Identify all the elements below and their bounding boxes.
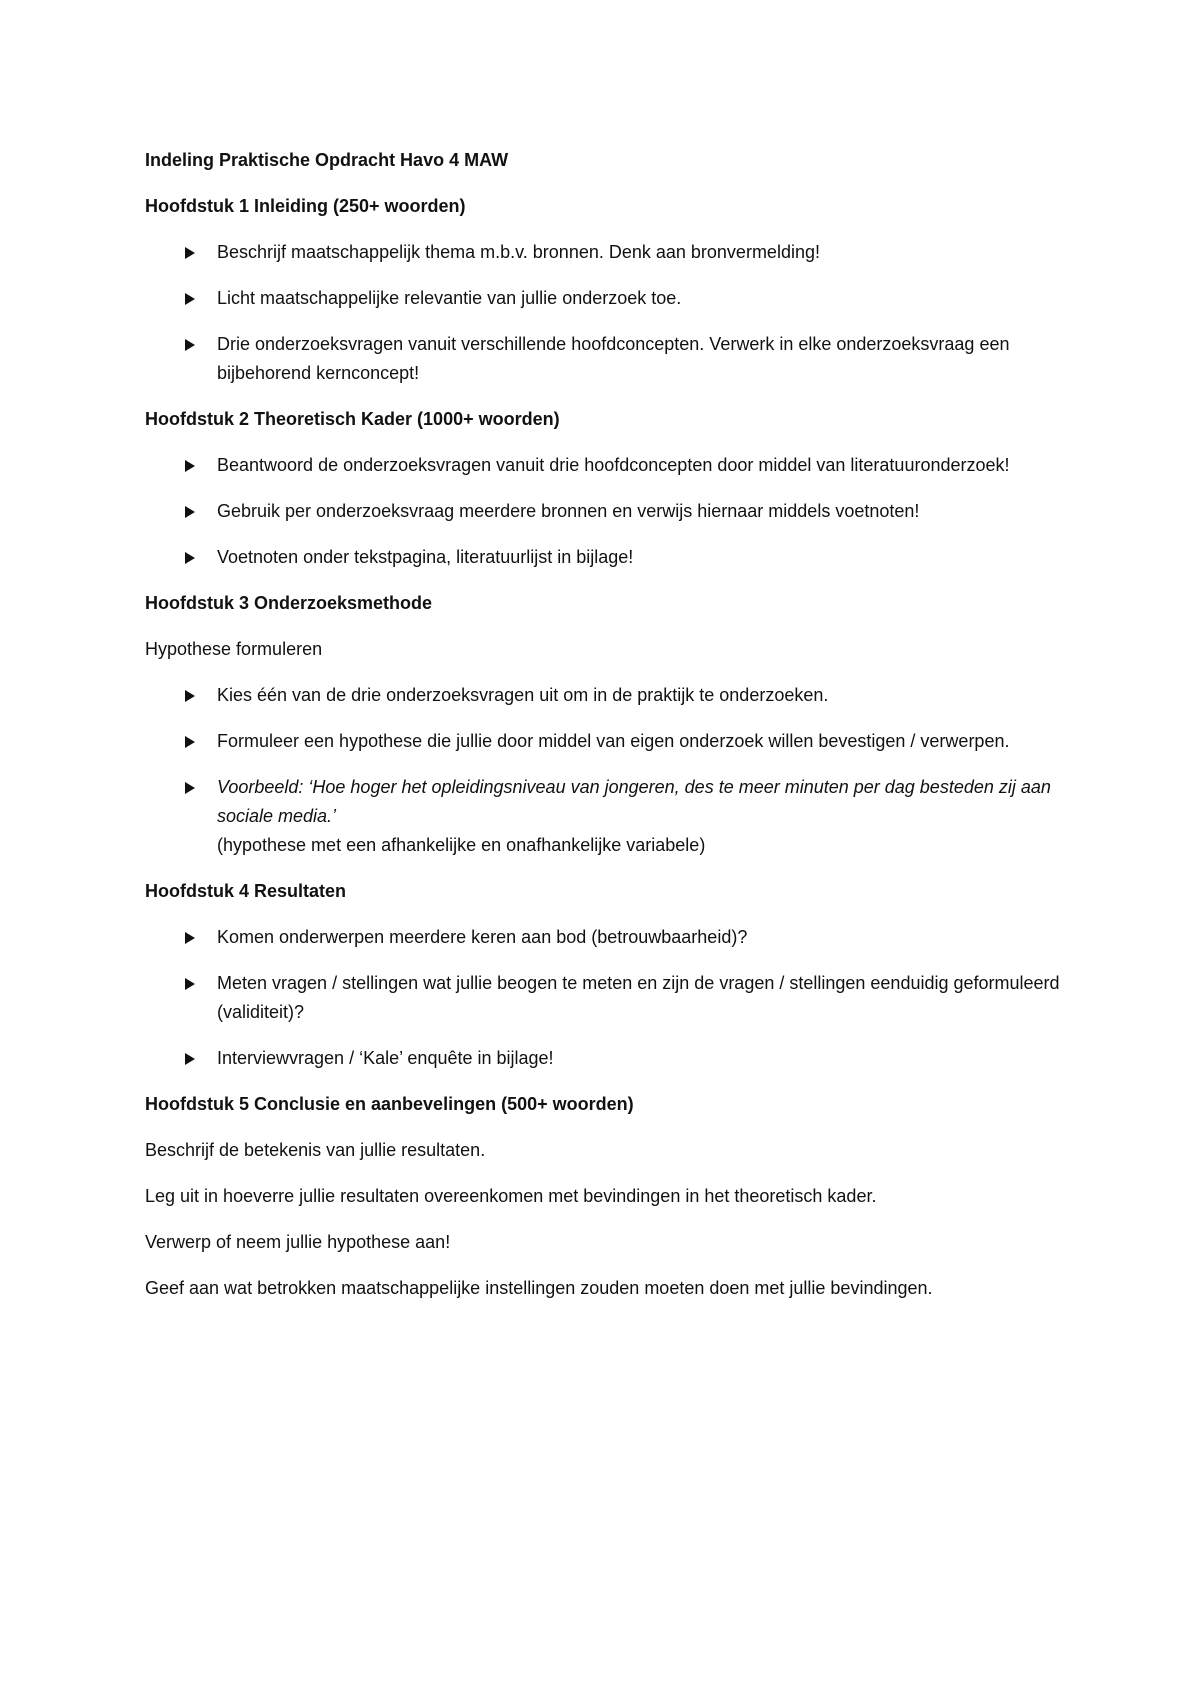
list-item — [145, 1044, 1080, 1073]
chapter-2-list — [145, 451, 1080, 572]
list-item-text: Licht maatschappelijke relevantie van jullie onderzoek toe. — [217, 288, 682, 308]
list-item — [145, 681, 1080, 710]
bullet-arrow-icon — [185, 782, 195, 794]
bullet-arrow-icon — [185, 978, 195, 990]
bullet-arrow-icon — [185, 506, 195, 518]
list-item — [145, 727, 1080, 756]
chapter-5-paragraph: Verwerp of neem jullie hypothese aan! — [145, 1232, 451, 1252]
list-item-text: Voetnoten onder tekstpagina, literatuurlijst in bijlage! — [217, 547, 634, 567]
chapter-1-list — [145, 238, 1080, 388]
example-note-text: (hypothese met een afhankelijke en onafhankelijke variabele) — [217, 835, 706, 855]
list-item-text: Beantwoord de onderzoeksvragen vanuit drie hoofdconcepten door middel van literatuuronderzoek! — [217, 455, 1010, 475]
list-item-text: Gebruik per onderzoeksvraag meerdere bronnen en verwijs hiernaar middels voetnoten! — [217, 501, 920, 521]
list-item — [145, 543, 1080, 572]
chapter-4-list — [145, 923, 1080, 1073]
list-item — [145, 284, 1080, 313]
list-item — [145, 238, 1080, 267]
chapter-3-heading: Hoofdstuk 3 Onderzoeksmethode — [145, 593, 433, 613]
list-item-text: Beschrijf maatschappelijk thema m.b.v. bronnen. Denk aan bronvermelding! — [217, 242, 820, 262]
list-item-text: Kies één van de drie onderzoeksvragen uit om in de praktijk te onderzoeken. — [217, 685, 829, 705]
chapter-4-heading: Hoofdstuk 4 Resultaten — [145, 881, 347, 901]
bullet-arrow-icon — [185, 932, 195, 944]
list-item — [145, 330, 1080, 388]
bullet-arrow-icon — [185, 552, 195, 564]
bullet-arrow-icon — [185, 736, 195, 748]
list-item — [145, 497, 1080, 526]
list-item-text: Komen onderwerpen meerdere keren aan bod (betrouwbaarheid)? — [217, 927, 748, 947]
list-item — [145, 773, 1080, 860]
chapter-3-list — [145, 681, 1080, 860]
bullet-arrow-icon — [185, 460, 195, 472]
list-item — [145, 451, 1080, 480]
document-title: Indeling Praktische Opdracht Havo 4 MAW — [145, 150, 509, 170]
chapter-1-heading: Hoofdstuk 1 Inleiding (250+ woorden) — [145, 196, 466, 216]
list-item — [145, 969, 1080, 1027]
bullet-arrow-icon — [185, 1053, 195, 1065]
list-item — [145, 923, 1080, 952]
bullet-arrow-icon — [185, 293, 195, 305]
chapter-5-paragraph: Beschrijf de betekenis van jullie resultaten. — [145, 1140, 486, 1160]
list-item-text: Formuleer een hypothese die jullie door middel van eigen onderzoek willen bevestigen / verwerpen. — [217, 731, 1010, 751]
example-hypothesis-text: Voorbeeld: ‘Hoe hoger het opleidingsniveau van jongeren, des te meer minuten per dag besteden zij aan sociale media.’ — [217, 777, 1051, 826]
chapter-2-heading: Hoofdstuk 2 Theoretisch Kader (1000+ woorden) — [145, 409, 560, 429]
chapter-5-paragraph: Geef aan wat betrokken maatschappelijke instellingen zouden moeten doen met jullie bevindingen. — [145, 1278, 933, 1298]
chapter-3-subheading: Hypothese formuleren — [145, 639, 323, 659]
list-item-text: Meten vragen / stellingen wat jullie beogen te meten en zijn de vragen / stellingen eenduidig geformuleerd (validiteit)? — [217, 973, 1060, 1022]
bullet-arrow-icon — [185, 690, 195, 702]
chapter-5-heading: Hoofdstuk 5 Conclusie en aanbevelingen (500+ woorden) — [145, 1094, 634, 1114]
list-item-text: Interviewvragen / ‘Kale’ enquête in bijlage! — [217, 1048, 554, 1068]
bullet-arrow-icon — [185, 339, 195, 351]
list-item-text: Drie onderzoeksvragen vanuit verschillende hoofdconcepten. Verwerk in elke onderzoeksvraag een bijbehorend kernconcept! — [217, 334, 1010, 383]
bullet-arrow-icon — [185, 247, 195, 259]
chapter-5-paragraph: Leg uit in hoeverre jullie resultaten overeenkomen met bevindingen in het theoretisch kader. — [145, 1186, 877, 1206]
